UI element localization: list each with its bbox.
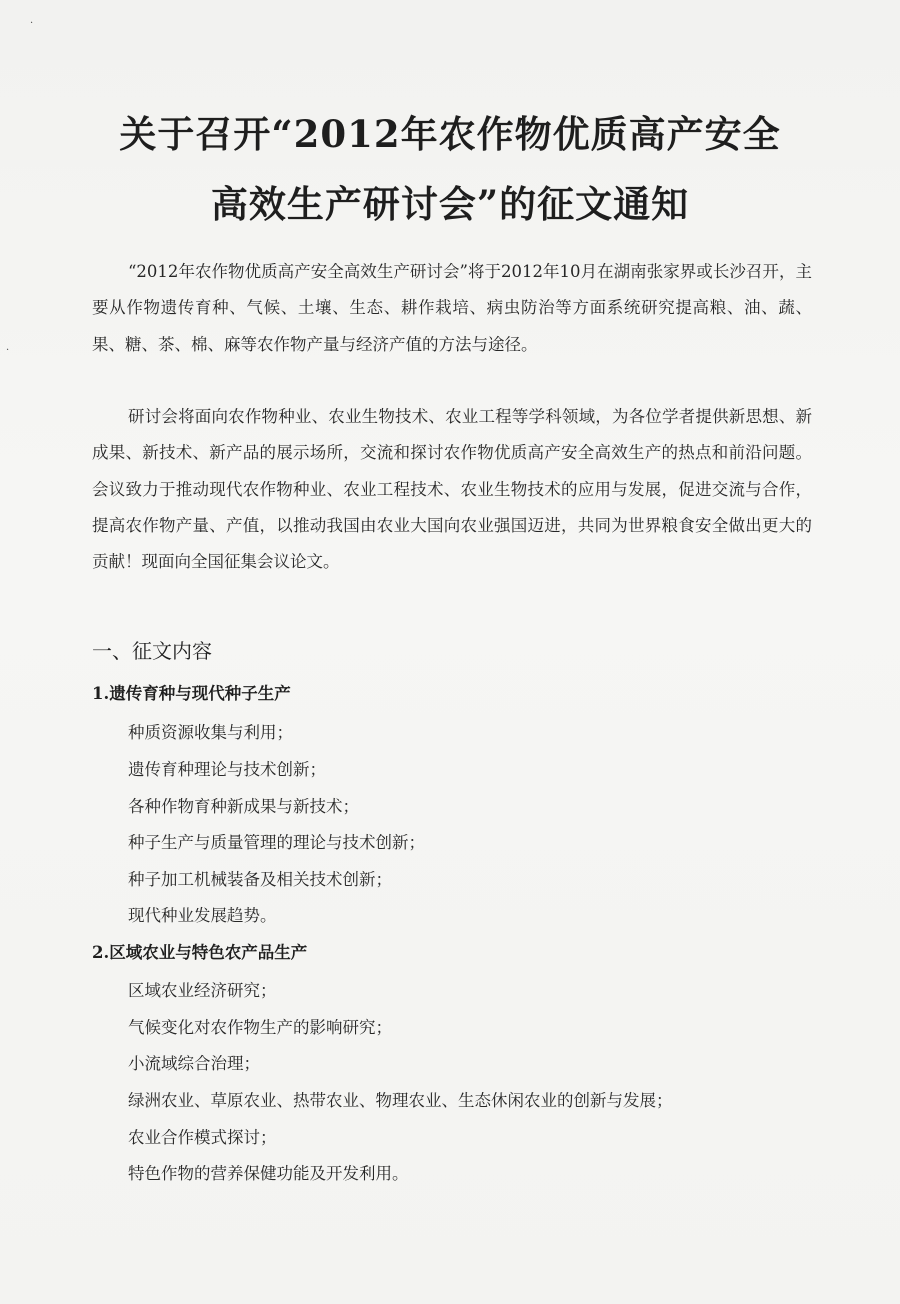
list-item: 小流域综合治理；	[128, 1054, 260, 1073]
list-item: 绿洲农业、草原农业、热带农业、物理农业、生态休闲农业的创新与发展；	[128, 1091, 673, 1110]
intro-paragraph-1: “2012年农作物优质高产安全高效生产研讨会”将于2012年10月在湖南张家界或长沙召开，主要从作物遗传育种、气候、土壤、生态、耕作栽培、病虫防治等方面系统研究提高粮、油、蔬、果、糖、茶、棉、麻等农作物产量与经济产值的方法与途径。	[92, 262, 812, 354]
list-item: 遗传育种理论与技术创新；	[128, 760, 326, 779]
list-item: 现代种业发展趋势。	[128, 906, 277, 925]
intro-paragraph-2: 研讨会将面向农作物种业、农业生物技术、农业工程等学科领域，为各位学者提供新思想、新成果、新技术、新产品的展示场所，交流和探讨农作物优质高产安全高效生产的热点和前沿问题。会议致力于推动现代农作物种业、农业工程技术、农业生物技术的应用与发展，促进交流与合作，提高农作物产量、产值，以推动我国由农业大国向农业强国迈进，共同为世界粮食安全做出更大的贡献！现面向全国征集会议论文。	[92, 407, 812, 572]
scan-speck: ·	[6, 345, 10, 356]
subsection-heading-2: 2.区域农业与特色农产品生产	[92, 943, 308, 962]
list-item: 特色作物的营养保健功能及开发利用。	[128, 1164, 409, 1183]
list-item: 区域农业经济研究；	[128, 981, 277, 1000]
scan-speck: ·	[30, 18, 34, 29]
list-item: 种子加工机械装备及相关技术创新；	[128, 870, 392, 889]
list-item: 各种作物育种新成果与新技术；	[128, 797, 359, 816]
subsection-heading-1: 1.遗传育种与现代种子生产	[92, 684, 291, 703]
list-item: 农业合作模式探讨；	[128, 1128, 277, 1147]
section-heading: 一、征文内容	[92, 639, 212, 663]
document-title-line-1: 关于召开“2012年农作物优质高产安全	[119, 112, 781, 156]
document-title-line-2: 高效生产研讨会”的征文通知	[210, 182, 690, 226]
list-item: 气候变化对农作物生产的影响研究；	[128, 1018, 392, 1037]
list-item: 种子生产与质量管理的理论与技术创新；	[128, 833, 425, 852]
list-item: 种质资源收集与利用；	[128, 723, 293, 742]
